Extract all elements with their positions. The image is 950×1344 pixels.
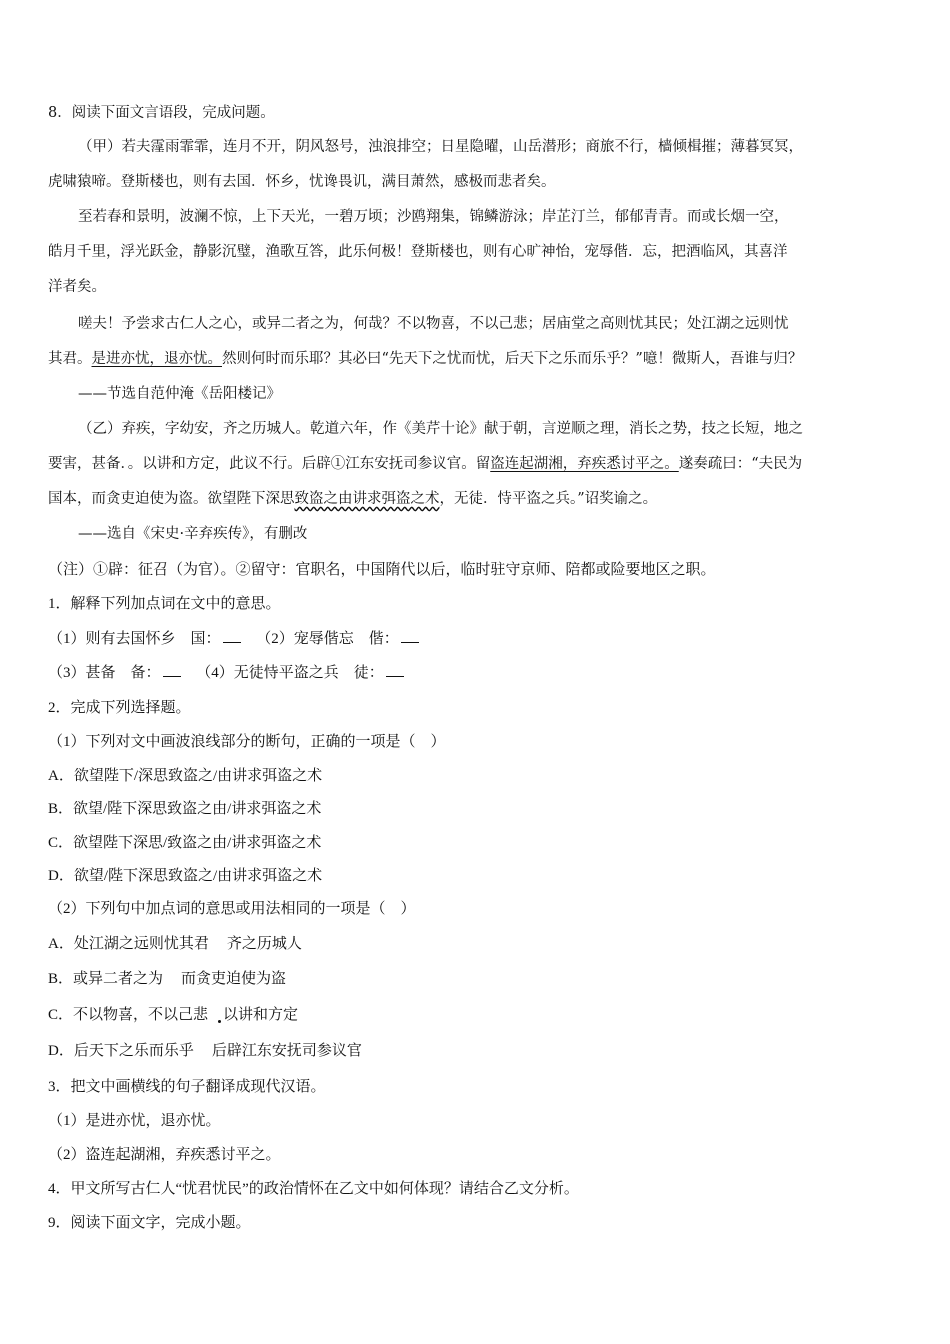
option-b-right: 而贪吏迫使为盗: [181, 971, 287, 987]
q1-item-4: （4）无徒恃平盗之兵 徒：: [196, 665, 384, 681]
jia-p3-line1: 嗟夫！予尝求古仁人之心，或异二者之为，何哉？不以物喜，不以己悲；居庙堂之高则忧其民；处江湖之远则忧: [78, 316, 789, 332]
q2-sub1-option-b: B．欲望/陛下深思致盗之由/讲求弭盗之术: [48, 801, 322, 817]
yi-text-c: 国本，而贪吏迫使为盗。欲望陛下深思: [48, 491, 295, 507]
jia-p3-text-b: 然则何时而乐耶？其必曰“先天下之忧而忧，后天下之乐而乐乎？”噫！微斯人，吾谁与归？: [222, 351, 803, 367]
answer-blank-4[interactable]: [386, 662, 404, 677]
q2-title: 2．完成下列选择题。: [48, 700, 191, 716]
jia-p2-line1: 至若春和景明，波澜不惊，上下天光，一碧万顷；沙鸥翔集，锦鳞游泳；岸芷汀兰，郁郁青青。而或长烟一空，: [78, 209, 789, 225]
q2-sub2-option-b: [48, 969, 286, 989]
option-b-left: B．或异二者之为: [48, 971, 164, 987]
jia-p2-line3: 洋者矣。: [48, 279, 106, 295]
answer-blank-3[interactable]: [163, 662, 181, 677]
q3-title: 3．把文中画横线的句子翻译成现代汉语。: [48, 1079, 326, 1095]
q2-sub2-option-d: [48, 1041, 362, 1061]
q3-sentence-2: （2）盗连起湖湘，弃疾悉讨平之。: [48, 1147, 281, 1163]
jia-p1-line2: 虎啸猿啼。登斯楼也，则有去国．怀乡，忧谗畏讥，满目萧然，感极而悲者矣。: [48, 174, 556, 190]
yi-text-a: 要害，甚备．。以讲和方定，此议不行。后辟①江东安抚司参议官。留: [48, 456, 491, 472]
option-d-left: D．后天下之乐而乐乎: [48, 1043, 194, 1059]
q8-heading: 8．阅读下面文言语段，完成问题。: [48, 105, 275, 121]
jia-p3-text-a: 其君。: [48, 351, 92, 367]
jia-p2-line2: 皓月千里，浮光跃金，静影沉璧，渔歌互答，此乐何极！登斯楼也，则有心旷神怡，宠辱偕．忘，把酒临风，其喜洋: [48, 244, 788, 260]
q2-sub1-option-d: D．欲望/陛下深思致盗之/由讲求弭盗之术: [48, 868, 323, 884]
yi-line2: [48, 454, 802, 474]
answer-blank-2[interactable]: [401, 628, 419, 643]
q2-sub2-option-c: [48, 1005, 298, 1025]
emphasis-dot-icon: [218, 1020, 221, 1023]
note: （注）①辟：征召（为官）。②留守：官职名，中国隋代以后，临时驻守京师、陪都或险要地区之职。: [48, 562, 716, 578]
jia-p3-line2: [48, 349, 802, 369]
q1-row-b: [48, 662, 404, 683]
q2-sub1-option-a: A．欲望陛下/深思致盗之/由讲求弭盗之术: [48, 768, 323, 784]
q1-item-3: （3）甚备 备：: [48, 665, 161, 681]
option-a-right: 齐之历城人: [226, 936, 302, 952]
yi-line3: [48, 489, 657, 509]
jia-underlined-sentence: 是进亦忧，退亦忧。: [91, 351, 222, 367]
jia-source: ——节选自范仲淹《岳阳楼记》: [78, 386, 281, 402]
answer-blank-1[interactable]: [223, 628, 241, 643]
q1-title: 1．解释下列加点词在文中的意思。: [48, 596, 281, 612]
yi-wavy-sentence: 致盗之由讲求弭盗之术: [294, 491, 440, 507]
yi-text-b: 遂奏疏曰：“夫民为: [678, 456, 803, 472]
q2-sub2: （2）下列句中加点词的意思或用法相同的一项是（ ）: [48, 901, 416, 917]
option-a-left: A．处江湖之远则忧其君: [48, 936, 209, 952]
q2-sub1: （1）下列对文中画波浪线部分的断句，正确的一项是（ ）: [48, 734, 446, 750]
yi-source: ——选自《宋史·辛弃疾传》，有删改: [78, 526, 308, 542]
yi-line1: （乙）弃疾，字幼安，齐之历城人。乾道六年，作《美芹十论》献于朝，言逆顺之理，消长之势，技之长短，地之: [78, 421, 803, 437]
q9-heading: 9．阅读下面文字，完成小题。: [48, 1215, 251, 1231]
option-c-left: C．不以物喜，不以己悲: [48, 1007, 209, 1023]
yi-text-d: ，无徒．恃平盗之兵。”诏奖谕之。: [439, 491, 658, 507]
q1-item-1: （1）则有去国怀乡 国：: [48, 631, 221, 647]
jia-p1-line1: （甲）若夫霪雨霏霏，连月不开，阴风怒号，浊浪排空；日星隐曜，山岳潜形；商旅不行，樯倾楫摧；薄暮冥冥，: [78, 139, 803, 155]
q1-item-2: （2）宠辱偕忘 偕：: [256, 631, 399, 647]
q2-sub1-option-c: C．欲望陛下深思/致盗之由/讲求弭盗之术: [48, 835, 322, 851]
option-d-right: 后辟江东安抚司参议官: [211, 1043, 362, 1059]
option-c-right: 以讲和方定: [223, 1007, 299, 1023]
q3-sentence-1: （1）是进亦忧，退亦忧。: [48, 1113, 221, 1129]
q4-title: 4．甲文所写古仁人“忧君忧民”的政治情怀在乙文中如何体现？请结合乙文分析。: [48, 1181, 579, 1197]
yi-underlined-sentence: 盗连起湖湘，弃疾悉讨平之。: [490, 456, 679, 472]
q1-row-a: [48, 628, 419, 649]
q2-sub2-option-a: [48, 934, 302, 954]
